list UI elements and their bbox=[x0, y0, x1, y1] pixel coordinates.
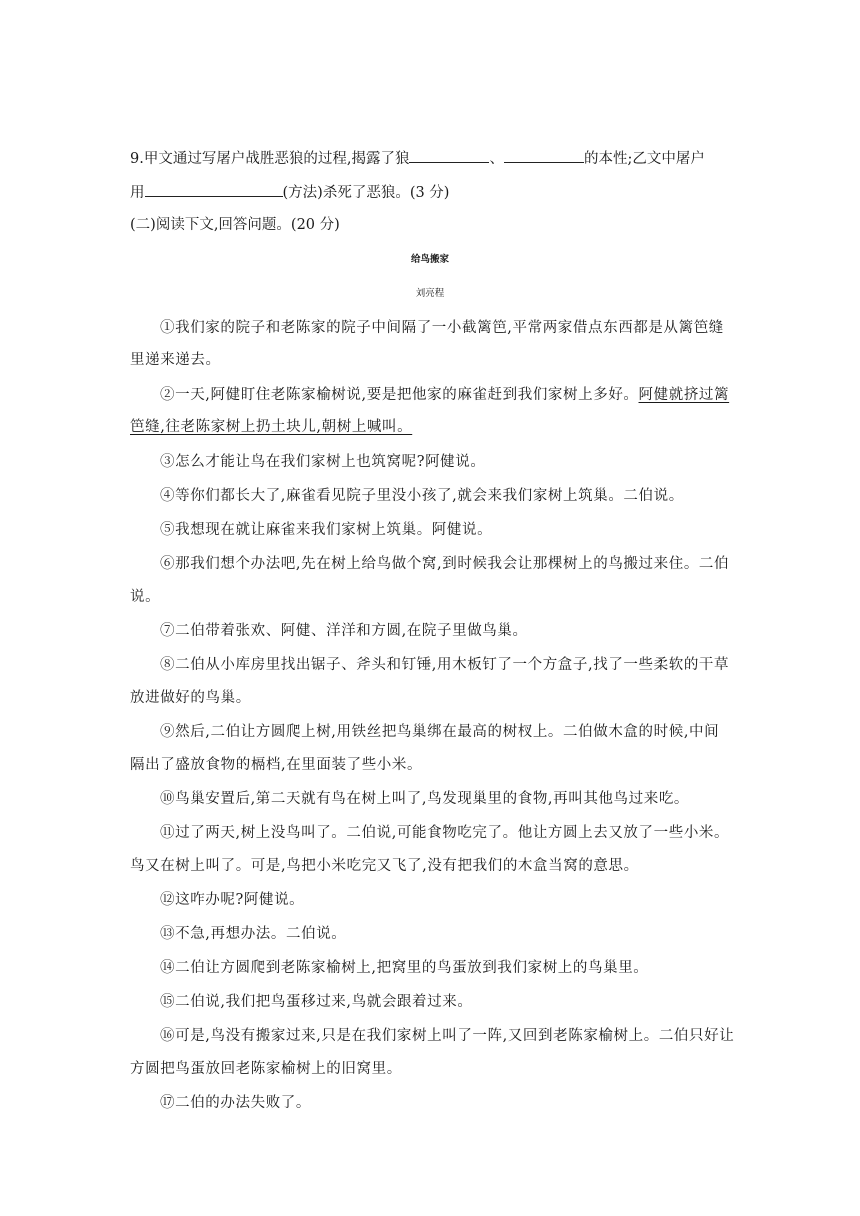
paragraph-7: ⑦二伯带着张欢、阿健、洋洋和方圆,在院子里做鸟巢。 bbox=[160, 623, 528, 639]
underlined-sentence-part-1: 阿健就挤过篱 bbox=[638, 387, 730, 403]
paragraph-3: ③怎么才能让鸟在我们家树上也筑窝呢?阿健说。 bbox=[160, 454, 486, 470]
underlined-sentence-part-2: 笆缝,往老陈家树上扔土块儿,朝树上喊叫。 bbox=[130, 419, 413, 435]
paragraph-16-line-1: ⑯可是,鸟没有搬家过来,只是在我们家树上叫了一阵,又回到老陈家榆树上。二伯只好让 bbox=[160, 1028, 735, 1044]
paragraph-6-line-1: ⑥那我们想个办法吧,先在树上给鸟做个窝,到时候我会让那棵树上的鸟搬过来住。二伯 bbox=[160, 556, 730, 572]
paragraph-13: ⑬不急,再想办法。二伯说。 bbox=[160, 926, 347, 942]
question-9-text-d: (方法)杀死了恶狼。(3 分) bbox=[282, 185, 450, 201]
paragraph-14: ⑭二伯让方圆爬到老陈家榆树上,把窝里的鸟蛋放到我们家树上的鸟巢里。 bbox=[160, 960, 649, 976]
paragraph-2-text: ②一天,阿健盯住老陈家榆树说,要是把他家的麻雀赶到我们家树上多好。 bbox=[160, 387, 639, 403]
paragraph-10: ⑩鸟巢安置后,第二天就有鸟在树上叫了,鸟发现巢里的食物,再叫其他鸟过来吃。 bbox=[160, 791, 690, 807]
article-author: 刘亮程 bbox=[415, 288, 445, 299]
paragraph-5: ⑤我想现在就让麻雀来我们家树上筑巢。阿健说。 bbox=[160, 522, 493, 538]
paragraph-11-line-2: 鸟又在树上叫了。可是,鸟把小米吃完又飞了,没有把我们的木盒当窝的意思。 bbox=[130, 858, 639, 874]
paragraph-17: ⑰二伯的办法失败了。 bbox=[160, 1095, 311, 1111]
question-9-text-c: 用 bbox=[130, 185, 145, 201]
answer-blank-3[interactable] bbox=[145, 180, 283, 197]
question-9-line-2 bbox=[130, 180, 449, 203]
question-9-text-a: 9.甲文通过写屠户战胜恶狼的过程,揭露了狼 bbox=[130, 151, 410, 167]
paragraph-1-line-1: ①我们家的院子和老陈家的院子中间隔了一小截篱笆,平常两家借点东西都是从篱笆缝 bbox=[160, 320, 724, 336]
paragraph-16-line-2: 方圆把鸟蛋放回老陈家榆树上的旧窝里。 bbox=[130, 1061, 402, 1077]
answer-blank-1[interactable] bbox=[409, 146, 489, 163]
paragraph-8-line-1: ⑧二伯从小库房里找出锯子、斧头和钉锤,用木板钉了一个方盒子,找了一些柔软的干草 bbox=[160, 657, 730, 673]
paragraph-9-line-2: 隔出了盛放食物的槅档,在里面装了些小米。 bbox=[130, 757, 423, 773]
answer-blank-2[interactable] bbox=[504, 146, 584, 163]
question-9-text-b: 的本性;乙文中屠户 bbox=[583, 151, 705, 167]
article-title: 给鸟搬家 bbox=[410, 254, 449, 265]
paragraph-9-line-1: ⑨然后,二伯让方圆爬上树,用铁丝把鸟巢绑在最高的树杈上。二伯做木盒的时候,中间 bbox=[160, 724, 720, 740]
question-9-separator: 、 bbox=[489, 151, 504, 167]
paragraph-15: ⑮二伯说,我们把鸟蛋移过来,鸟就会跟着过来。 bbox=[160, 994, 473, 1010]
paragraph-6-line-2: 说。 bbox=[130, 589, 161, 605]
paragraph-4: ④等你们都长大了,麻雀看见院子里没小孩了,就会来我们家树上筑巢。二伯说。 bbox=[160, 488, 684, 504]
paragraph-2-line-1 bbox=[160, 385, 729, 405]
paragraph-11-line-1: ⑪过了两天,树上没鸟叫了。二伯说,可能食物吃完了。他让方圆上去又放了一些小米。 bbox=[160, 825, 730, 841]
paragraph-1-line-2: 里递来递去。 bbox=[130, 352, 221, 368]
paragraph-12: ⑫这咋办呢?阿健说。 bbox=[160, 892, 305, 908]
section-heading: (二)阅读下文,回答问题。(20 分) bbox=[130, 217, 340, 233]
question-9-line-1 bbox=[130, 146, 705, 169]
paragraph-8-line-2: 放进做好的鸟巢。 bbox=[130, 690, 251, 706]
